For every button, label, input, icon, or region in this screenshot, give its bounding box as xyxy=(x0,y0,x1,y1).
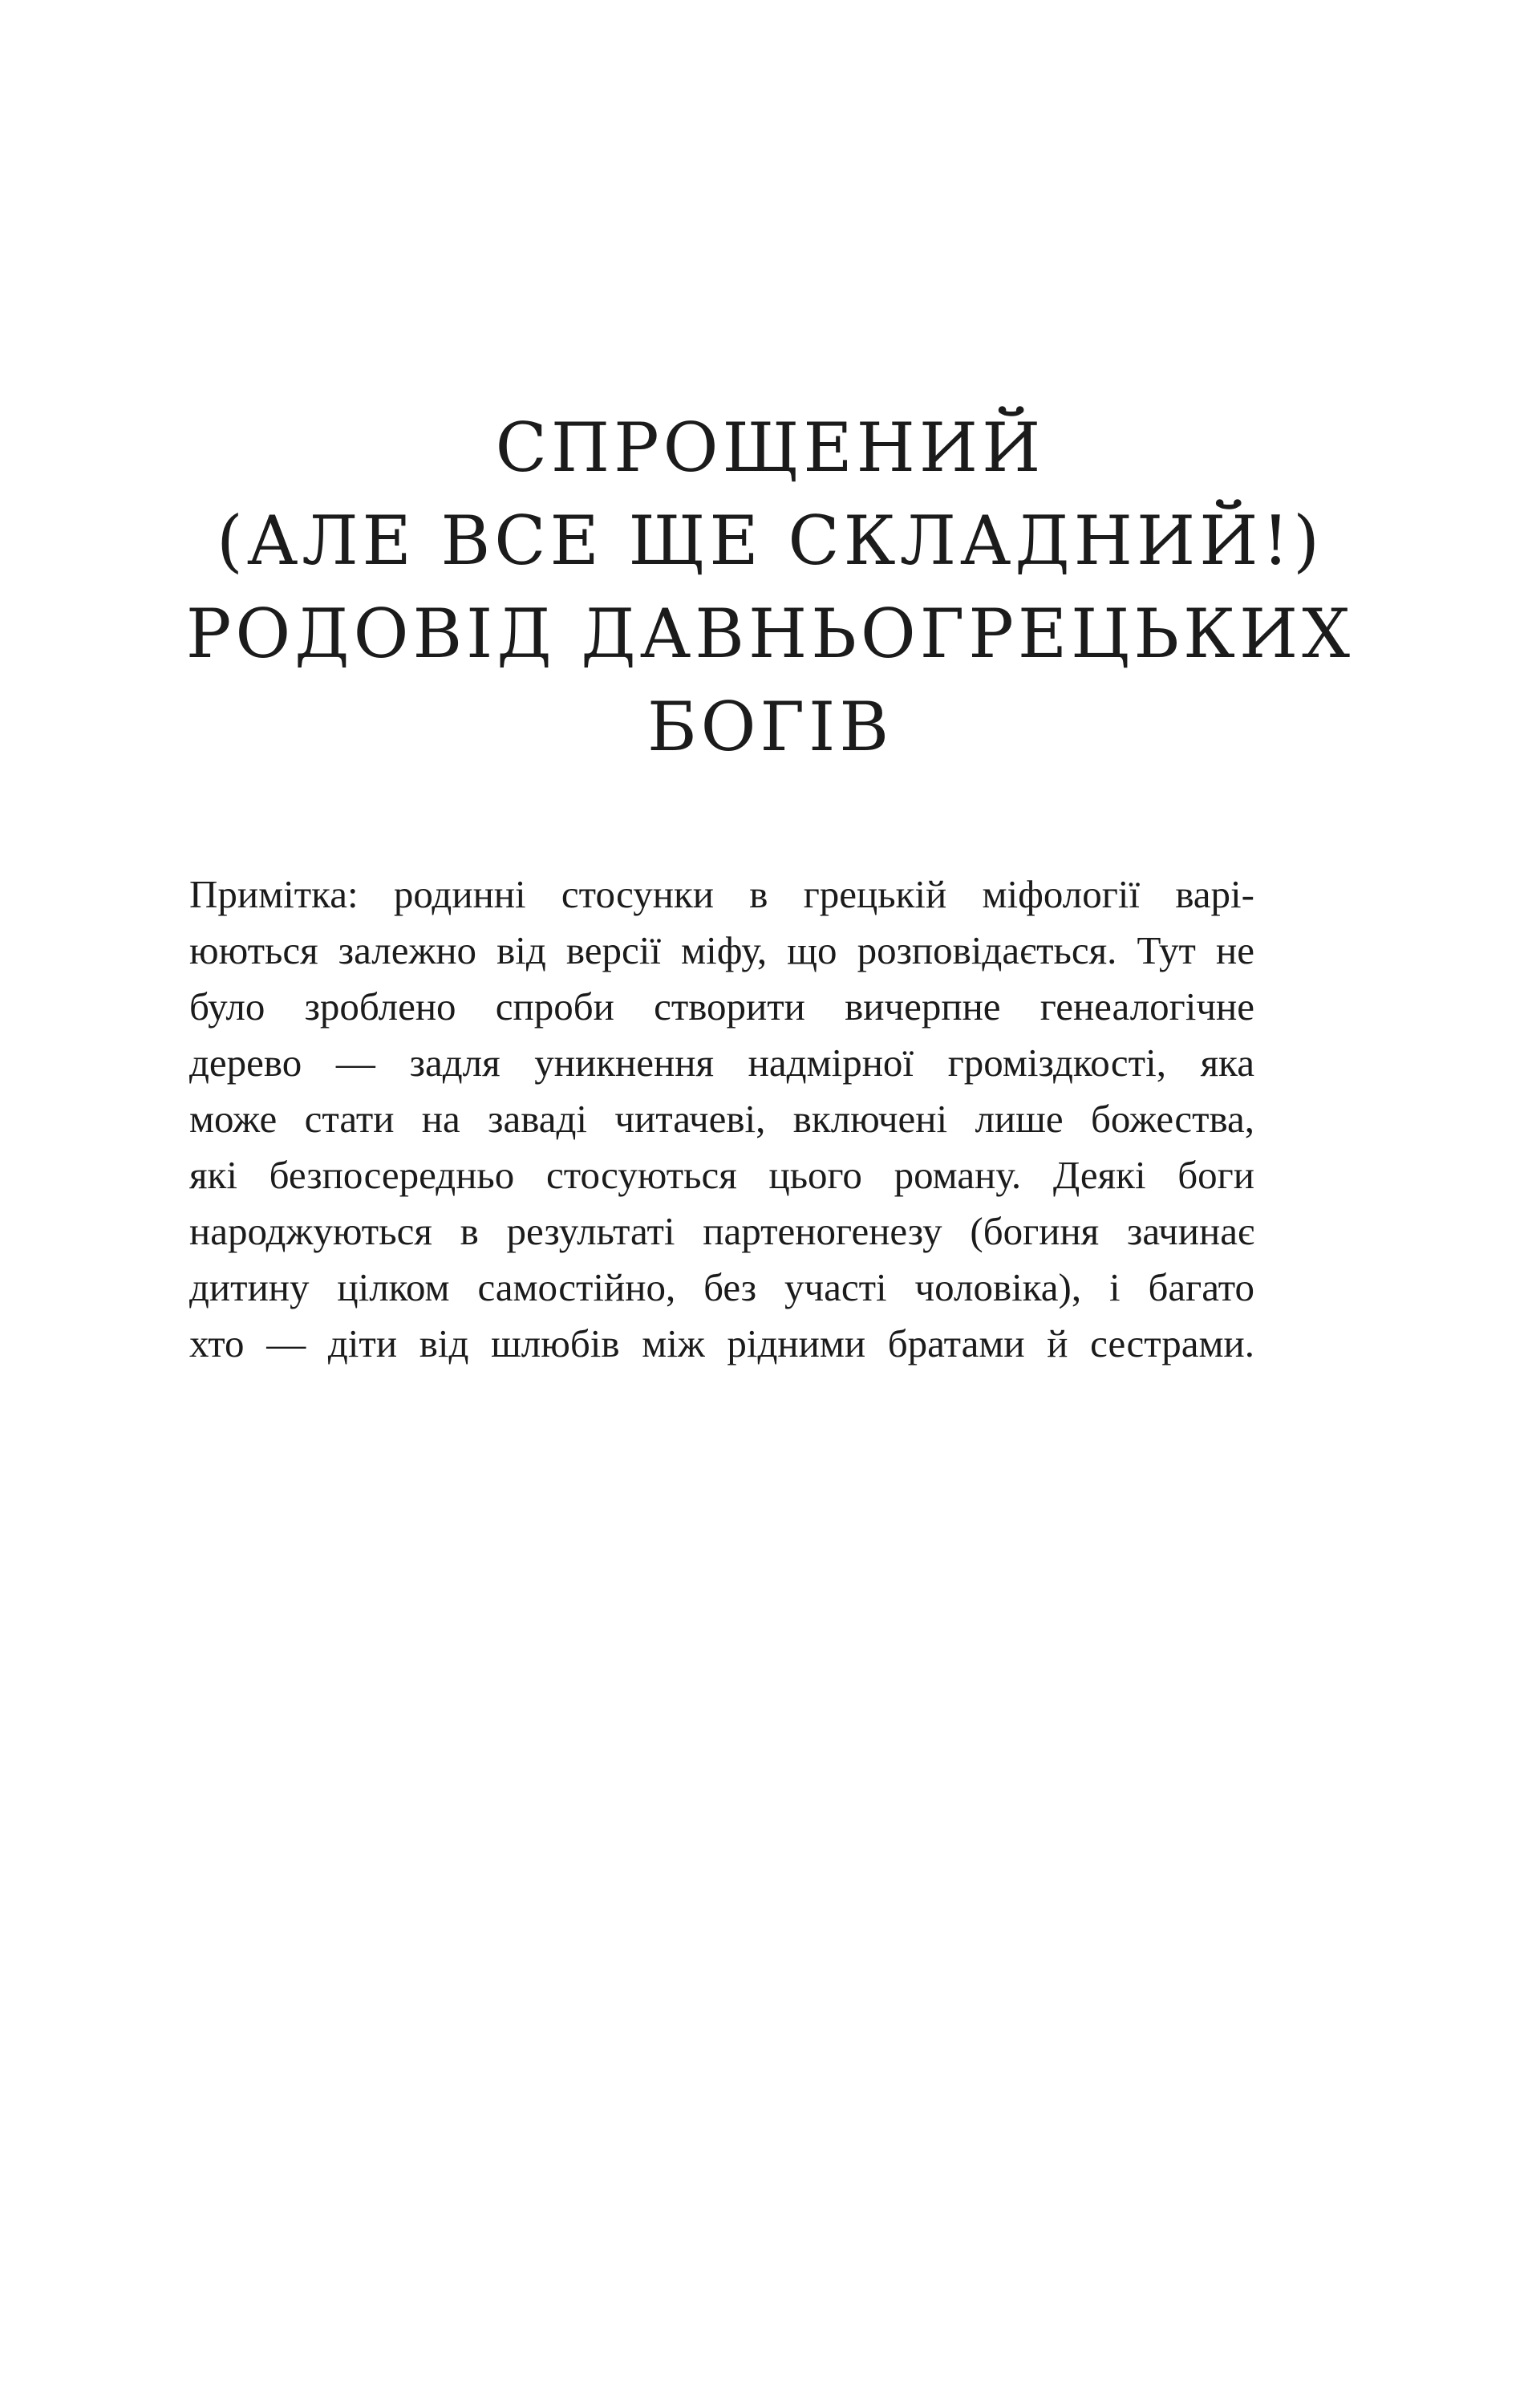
note-line-5: може стати на заваді читачеві, включені лише божества, xyxy=(189,1097,1254,1141)
title-line-1: СПРОЩЕНИЙ xyxy=(495,408,1045,487)
note-line-3: було зроблено спроби створити вичерпне генеалогічне xyxy=(189,984,1254,1029)
note-line-2: юються залежно від версії міфу, що розповідається. Тут не xyxy=(189,928,1254,972)
note-line-8: дитину цілком самостійно, без участі чоловіка), і багато xyxy=(189,1265,1254,1309)
title-line-3: РОДОВІД ДАВНЬОГРЕЦЬКИХ xyxy=(185,594,1355,673)
note-line-6: які безпосередньо стосуються цього роману. Деякі боги xyxy=(189,1153,1254,1197)
title-line-4: БОГІВ xyxy=(646,688,894,766)
note-paragraph xyxy=(189,866,1254,1372)
note-line-1: Примітка: родинні стосунки в грецькій міфології варі- xyxy=(189,872,1254,916)
note-line-4: дерево — задля уникнення надмірної громіздкості, яка xyxy=(189,1041,1254,1085)
page-title xyxy=(0,401,1540,773)
note-line-7: народжуються в результаті партеногенезу (богиня зачинає xyxy=(189,1209,1254,1253)
title-line-2: (АЛЕ ВСЕ ЩЕ СКЛАДНИЙ!) xyxy=(217,501,1323,580)
note-line-9: хто — діти від шлюбів між рідними братами й сестрами. xyxy=(189,1321,1254,1365)
